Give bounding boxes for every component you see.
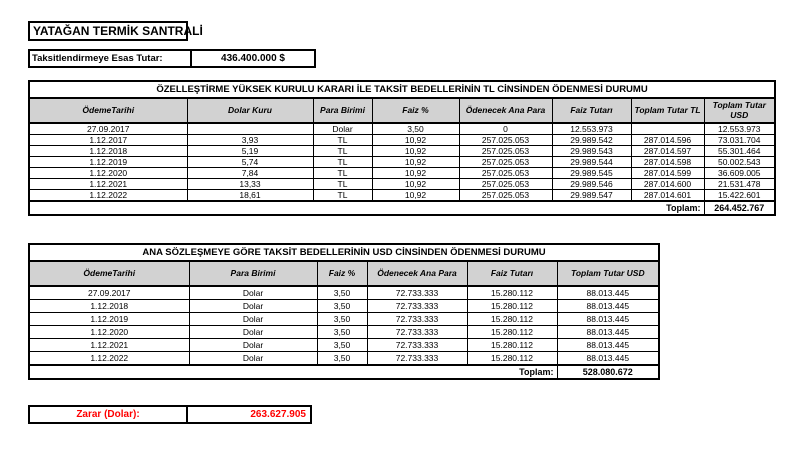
table-cell: TL	[313, 179, 372, 190]
table-cell: 1.12.2020	[29, 326, 189, 339]
table-cell: TL	[313, 190, 372, 202]
column-header: ÖdemeTarihi	[29, 98, 187, 123]
table-cell: 257.025.053	[459, 135, 552, 146]
table-cell: 15.280.112	[467, 300, 557, 313]
table-cell: 5,74	[187, 157, 313, 168]
table-cell: 287.014.600	[631, 179, 704, 190]
table-row	[29, 190, 775, 202]
table-cell: 5,19	[187, 146, 313, 157]
table-cell: 50.002.543	[704, 157, 775, 168]
table-row	[29, 339, 659, 352]
tl-table-body	[29, 123, 775, 201]
column-header: Toplam Tutar USD	[557, 261, 659, 286]
table-cell: 287.014.596	[631, 135, 704, 146]
table-cell: 18,61	[187, 190, 313, 202]
table-row	[29, 157, 775, 168]
table-cell: 257.025.053	[459, 190, 552, 202]
page-title-text: YATAĞAN TERMİK SANTRALİ	[33, 24, 203, 38]
table-cell: 287.014.598	[631, 157, 704, 168]
table-cell: 15.280.112	[467, 352, 557, 366]
table-cell: 7,84	[187, 168, 313, 179]
table-row	[29, 179, 775, 190]
table-cell: 3,50	[317, 339, 367, 352]
table-cell: 1.12.2021	[29, 179, 187, 190]
usd-table-total-row	[29, 365, 659, 379]
table-cell: 3,50	[317, 326, 367, 339]
table-cell: 88.013.445	[557, 339, 659, 352]
table-cell: Dolar	[189, 339, 317, 352]
table-cell: 287.014.597	[631, 146, 704, 157]
table-cell: 73.031.704	[704, 135, 775, 146]
table-cell: 10,92	[372, 146, 459, 157]
column-header: Toplam Tutar TL	[631, 98, 704, 123]
table-cell: 287.014.601	[631, 190, 704, 202]
table-cell: 88.013.445	[557, 326, 659, 339]
table-cell: Dolar	[313, 123, 372, 135]
table-cell: 1.12.2018	[29, 146, 187, 157]
table-cell: 3,93	[187, 135, 313, 146]
base-amount-value: 436.400.000 $	[221, 53, 285, 64]
base-amount-label: Taksitlendirmeye Esas Tutar:	[30, 51, 192, 66]
table-cell: 15.280.112	[467, 313, 557, 326]
tl-total-label: Toplam:	[29, 201, 704, 215]
table-cell: 36.609.005	[704, 168, 775, 179]
table-row	[29, 313, 659, 326]
table-cell: 0	[459, 123, 552, 135]
table-cell: 1.12.2018	[29, 300, 189, 313]
table-cell: 72.733.333	[367, 352, 467, 366]
column-header: Para Birimi	[189, 261, 317, 286]
table-cell: 27.09.2017	[29, 286, 189, 300]
table-cell: 1.12.2022	[29, 190, 187, 202]
table-cell: 29.989.545	[552, 168, 631, 179]
column-header: Faiz %	[372, 98, 459, 123]
table-cell: 1.12.2019	[29, 157, 187, 168]
tl-payments-table	[28, 80, 776, 216]
table-row	[29, 146, 775, 157]
table-cell: 15.280.112	[467, 326, 557, 339]
table-cell: 72.733.333	[367, 339, 467, 352]
tl-table-header-row	[29, 98, 775, 123]
table-cell: 15.280.112	[467, 339, 557, 352]
table-cell: 3,50	[317, 300, 367, 313]
loss-box	[28, 405, 312, 424]
base-amount-box	[28, 49, 316, 68]
table-cell: 29.989.547	[552, 190, 631, 202]
table-cell: 72.733.333	[367, 326, 467, 339]
column-header: Faiz Tutarı	[552, 98, 631, 123]
table-cell	[631, 123, 704, 135]
table-cell: 10,92	[372, 190, 459, 202]
table-cell	[187, 123, 313, 135]
table-cell: Dolar	[189, 313, 317, 326]
column-header: Ödenecek Ana Para	[367, 261, 467, 286]
table-cell: 287.014.599	[631, 168, 704, 179]
table-cell: 88.013.445	[557, 352, 659, 366]
usd-total-label: Toplam:	[29, 365, 557, 379]
table-cell: 88.013.445	[557, 300, 659, 313]
table-cell: 3,50	[317, 286, 367, 300]
table-cell: 3,50	[317, 352, 367, 366]
table-cell: 10,92	[372, 179, 459, 190]
table-cell: 1.12.2019	[29, 313, 189, 326]
table-cell: 257.025.053	[459, 168, 552, 179]
column-header: Para Birimi	[313, 98, 372, 123]
table-cell: 72.733.333	[367, 300, 467, 313]
table-cell: 10,92	[372, 168, 459, 179]
table-cell: 1.12.2021	[29, 339, 189, 352]
table-cell: 257.025.053	[459, 157, 552, 168]
table-cell: 1.12.2020	[29, 168, 187, 179]
page-title	[28, 21, 203, 41]
table-cell: 12.553.973	[552, 123, 631, 135]
table-cell: 27.09.2017	[29, 123, 187, 135]
table-cell: 257.025.053	[459, 179, 552, 190]
table-cell: Dolar	[189, 300, 317, 313]
table-cell: 29.989.544	[552, 157, 631, 168]
table-cell: 10,92	[372, 157, 459, 168]
table-cell: TL	[313, 135, 372, 146]
table-cell: 29.989.543	[552, 146, 631, 157]
table-cell: 3,50	[372, 123, 459, 135]
table-row	[29, 352, 659, 366]
table-row	[29, 286, 659, 300]
loss-label: Zarar (Dolar):	[30, 407, 188, 422]
table-row	[29, 123, 775, 135]
table-cell: TL	[313, 168, 372, 179]
tl-table-total-row	[29, 201, 775, 215]
table-cell: 15.422.601	[704, 190, 775, 202]
table-cell: 72.733.333	[367, 313, 467, 326]
column-header: Toplam Tutar USD	[704, 98, 775, 123]
table-cell: TL	[313, 157, 372, 168]
loss-value: 263.627.905	[250, 409, 306, 420]
tl-table-title-row	[29, 81, 775, 98]
table-cell: 1.12.2017	[29, 135, 187, 146]
tl-total-value: 264.452.767	[704, 201, 775, 215]
table-cell: Dolar	[189, 286, 317, 300]
table-cell: TL	[313, 146, 372, 157]
table-cell: 88.013.445	[557, 286, 659, 300]
table-cell: 21.531.478	[704, 179, 775, 190]
table-cell: 1.12.2022	[29, 352, 189, 366]
table-cell: 88.013.445	[557, 313, 659, 326]
tl-table-title: ÖZELLEŞTİRME YÜKSEK KURULU KARARI İLE TAKSİT BEDELLERİNİN TL CİNSİNDEN ÖDENMESİ DURUMU	[29, 81, 775, 98]
table-cell: 15.280.112	[467, 286, 557, 300]
table-cell: 72.733.333	[367, 286, 467, 300]
table-cell: 3,50	[317, 313, 367, 326]
table-row	[29, 300, 659, 313]
usd-table-header-row	[29, 261, 659, 286]
table-cell: 13,33	[187, 179, 313, 190]
column-header: Ödenecek Ana Para	[459, 98, 552, 123]
column-header: Dolar Kuru	[187, 98, 313, 123]
table-row	[29, 135, 775, 146]
usd-table-title: ANA SÖZLEŞMEYE GÖRE TAKSİT BEDELLERİNİN USD CİNSİNDEN ÖDENMESİ DURUMU	[29, 244, 659, 261]
table-row	[29, 168, 775, 179]
table-cell: Dolar	[189, 326, 317, 339]
table-cell: 29.989.546	[552, 179, 631, 190]
usd-total-value: 528.080.672	[557, 365, 659, 379]
column-header: Faiz %	[317, 261, 367, 286]
table-cell: 55.301.464	[704, 146, 775, 157]
table-cell: 10,92	[372, 135, 459, 146]
table-row	[29, 326, 659, 339]
table-cell: 29.989.542	[552, 135, 631, 146]
table-cell: Dolar	[189, 352, 317, 366]
table-cell: 257.025.053	[459, 146, 552, 157]
column-header: ÖdemeTarihi	[29, 261, 189, 286]
column-header: Faiz Tutarı	[467, 261, 557, 286]
usd-table-title-row	[29, 244, 659, 261]
usd-table-body	[29, 286, 659, 365]
table-cell: 12.553.973	[704, 123, 775, 135]
usd-payments-table	[28, 243, 660, 380]
